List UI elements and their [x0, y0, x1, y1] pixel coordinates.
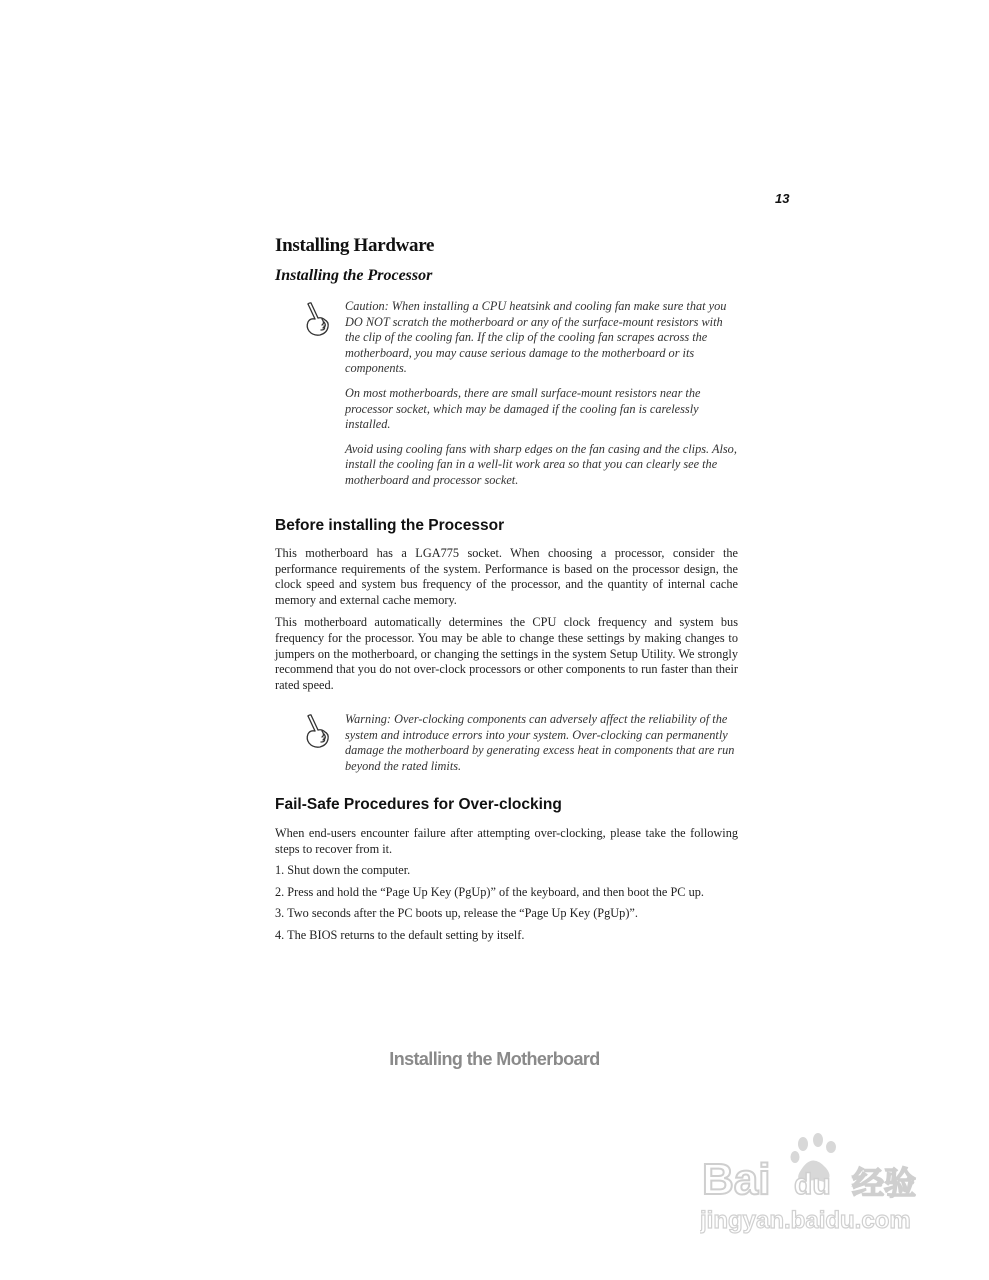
- before-installing-body: [275, 546, 738, 700]
- baidu-watermark-logo: [700, 1130, 960, 1250]
- pointing-hand-icon: [300, 714, 334, 752]
- fail-safe-body: [275, 826, 738, 950]
- body-paragraph: This motherboard has a LGA775 socket. When choosing a processor, consider the performance requirements of the system. Performance is based on the processor design, the clock speed and system bus frequency of the processor, and the quantity of internal cache memory and external cache memory.: [275, 546, 738, 607]
- svg-text:Bai: Bai: [702, 1155, 771, 1204]
- pointing-hand-icon: [300, 302, 334, 340]
- section-title-installing-processor: Installing the Processor: [275, 267, 433, 284]
- caution-note: [345, 299, 737, 498]
- caution-paragraph: Caution: When installing a CPU heatsink and cooling fan make sure that you DO NOT scratch the motherboard or any of the surface-mount resistors with the clip of the cooling fan. If the clip of the cooling fan scrapes across the motherboard, you may cause serious damage to the motherboard or its components.: [345, 299, 727, 376]
- procedure-step: 4. The BIOS returns to the default setting by itself.: [275, 927, 525, 942]
- footer-chapter-title: Installing the Motherboard: [389, 1049, 600, 1069]
- procedure-step: 3. Two seconds after the PC boots up, release the “Page Up Key (PgUp)”.: [275, 906, 638, 921]
- procedure-step: 2. Press and hold the “Page Up Key (PgUp)” of the keyboard, and then boot the PC up.: [275, 884, 704, 899]
- svg-text:du: du: [794, 1168, 831, 1201]
- body-paragraph: This motherboard automatically determines the CPU clock frequency and system bus frequency for the processor. You may be able to change these settings by making changes to jumpers on the motherboard, or changing the settings in the system Setup Utility. We strongly recommend that you do not over-clock processors or other components to run faster than their rated speed.: [275, 615, 738, 692]
- watermark-url: jingyan.baidu.com: [700, 1207, 911, 1234]
- caution-paragraph: On most motherboards, there are small surface-mount resistors near the processor socket, which may be damaged if the cooling fan is carelessly installed.: [345, 385, 701, 432]
- warning-note: [345, 712, 737, 783]
- section-heading-before-installing: Before installing the Processor: [275, 517, 505, 534]
- page-number: 13: [775, 191, 790, 206]
- caution-paragraph: Avoid using cooling fans with sharp edges on the fan casing and the clips. Also, install the cooling fan in a well-lit work area so that you can clearly see the motherboard and processor socket.: [345, 441, 737, 487]
- svg-text:经验: 经验: [852, 1164, 917, 1202]
- section-heading-fail-safe: Fail-Safe Procedures for Over-clocking: [275, 796, 562, 813]
- procedure-step: 1. Shut down the computer.: [275, 863, 411, 878]
- page-title: Installing Hardware: [275, 235, 435, 256]
- body-paragraph: When end-users encounter failure after attempting over-clocking, please take the following steps to recover from it.: [275, 826, 738, 856]
- warning-paragraph: Warning: Over-clocking components can adversely affect the reliability of the system and introduce errors into your system. Over-clocking can permanently damage the motherboard by generating excess heat in components that are run beyond the rated limits.: [345, 712, 735, 773]
